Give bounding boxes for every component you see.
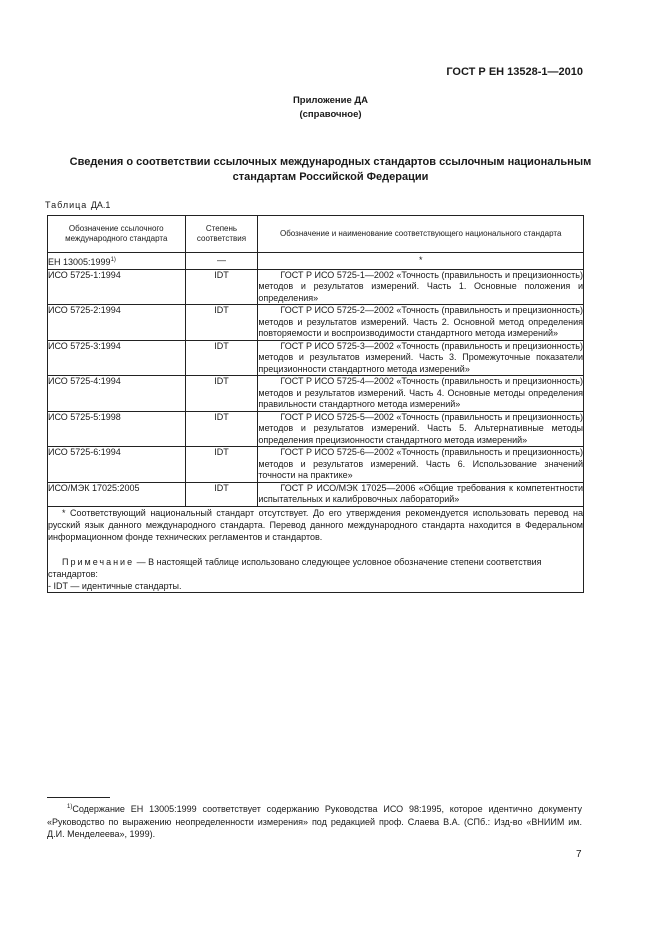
degree-cell: IDT bbox=[185, 305, 258, 341]
note-item: - IDT — идентичные стандарты. bbox=[48, 580, 182, 591]
asterisk-note: * Соответствующий национальный стандарт отсутствует. До его утверждения рекомендуется использовать перевод на русский язык данного международного стандарта. Перевод данного международного стандарта находится в Федеральном информационном фонде технических регламентов и стандартов. bbox=[48, 507, 583, 542]
correspondence-table bbox=[47, 215, 584, 593]
national-standard-text: ГОСТ Р ИСО 5725-4—2002 «Точность (правильность и прецизионность) методов и результатов измерений. Часть 4. Основные методы определения правильности стандартного метода измерений» bbox=[258, 376, 583, 409]
table-caption-number: ДА.1 bbox=[90, 200, 111, 210]
national-standard-text: ГОСТ Р ИСО 5725-6—2002 «Точность (правильность и прецизионность) методов и результатов измерений. Часть 6. Использование значений точности на практике» bbox=[258, 447, 583, 480]
column-header-designation: Обозначение ссылочного международного стандарта bbox=[48, 216, 186, 253]
national-standard-cell bbox=[258, 305, 584, 341]
national-standard-cell bbox=[258, 269, 584, 305]
national-standard-text: ГОСТ Р ИСО/МЭК 17025—2006 «Общие требования к компетентности испытательных и калибровочных лабораторий» bbox=[258, 482, 583, 504]
degree-cell: IDT bbox=[185, 269, 258, 305]
note-text: — В настоящей таблице использовано следующее условное обозначение степени соответствия стандартов: bbox=[48, 556, 542, 579]
table-caption bbox=[45, 200, 110, 210]
table-row bbox=[48, 269, 584, 305]
designation-cell: ИСО 5725-4:1994 bbox=[48, 376, 186, 412]
table-row bbox=[48, 376, 584, 412]
national-standard-text: ГОСТ Р ИСО 5725-2—2002 «Точность (правильность и прецизионность) методов и результатов измерений. Часть 2. Основной метод определения повторяемости и воспроизводимости стандартного метода измерений» bbox=[258, 305, 583, 338]
table-row bbox=[48, 411, 584, 447]
footnote bbox=[47, 801, 582, 841]
designation-cell: ИСО 5725-2:1994 bbox=[48, 305, 186, 341]
national-standard-cell bbox=[258, 340, 584, 376]
table-note bbox=[48, 556, 583, 580]
national-standard-text: ГОСТ Р ИСО 5725-5—2002 «Точность (правильность и прецизионность) методов и результатов измерений. Часть 5. Альтернативные методы определения прецизионности стандартного метода измерений» bbox=[258, 411, 583, 445]
degree-cell: IDT bbox=[185, 411, 258, 447]
footnote-divider bbox=[47, 797, 110, 798]
annex-type: (справочное) bbox=[299, 109, 362, 120]
degree-cell: IDT bbox=[185, 447, 258, 483]
annex-title: Приложение ДА bbox=[292, 95, 369, 106]
table-row bbox=[48, 447, 584, 483]
national-standard-cell bbox=[258, 447, 584, 483]
national-standard-cell bbox=[258, 411, 584, 447]
designation-cell bbox=[48, 253, 186, 270]
degree-cell: — bbox=[185, 253, 258, 270]
section-title: Сведения о соответствии ссылочных международных стандартов ссылочным национальным стандартам Российской Федерации bbox=[69, 156, 592, 183]
national-standard-cell bbox=[258, 376, 584, 412]
footnote-reference: 1) bbox=[110, 257, 116, 263]
table-caption-label: Таблица bbox=[45, 200, 88, 210]
designation-cell: ИСО 5725-3:1994 bbox=[48, 340, 186, 376]
designation-cell: ИСО 5725-1:1994 bbox=[48, 269, 186, 305]
national-standard-text: ГОСТ Р ИСО 5725-3—2002 «Точность (правильность и прецизионность) методов и результатов измерений. Часть 3. Промежуточные показатели прецизионности стандартного метода измерений» bbox=[258, 340, 583, 374]
designation-cell: ИСО 5725-5:1998 bbox=[48, 411, 186, 447]
table-notes-cell bbox=[48, 506, 584, 592]
degree-cell: IDT bbox=[185, 340, 258, 376]
degree-cell: IDT bbox=[185, 376, 258, 412]
designation-cell: ИСО/МЭК 17025:2005 bbox=[48, 482, 186, 506]
table-header-row bbox=[48, 216, 584, 253]
column-header-degree: Степень соответствия bbox=[185, 216, 258, 253]
degree-cell: IDT bbox=[185, 482, 258, 506]
table-row bbox=[48, 305, 584, 341]
table-row bbox=[48, 482, 584, 506]
page-number: 7 bbox=[576, 849, 582, 860]
national-standard-text: ГОСТ Р ИСО 5725-1—2002 «Точность (правильность и прецизионность) методов и результатов измерений. Часть 1. Основные положения и определения» bbox=[258, 269, 583, 303]
table-row bbox=[48, 253, 584, 270]
footnote-mark: 1) bbox=[67, 804, 73, 810]
designation-text: ЕН 13005:1999 bbox=[48, 257, 111, 267]
column-header-national-standard: Обозначение и наименование соответствующего национального стандарта bbox=[258, 216, 584, 253]
national-standard-cell: * bbox=[258, 253, 584, 270]
footnote-text: Содержание ЕН 13005:1999 соответствует содержанию Руководства ИСО 98:1995, которое идентично документу «Руководство по выражению неопределенности измерения» под редакцией проф. Слаева В.А. (СПб.: Изд-во «ВНИИМ им. Д.И. Менделеева», 1999). bbox=[47, 804, 582, 839]
table-notes-row bbox=[48, 506, 584, 592]
national-standard-cell bbox=[258, 482, 584, 506]
designation-cell: ИСО 5725-6:1994 bbox=[48, 447, 186, 483]
table-row bbox=[48, 340, 584, 376]
document-code: ГОСТ Р ЕН 13528-1—2010 bbox=[446, 66, 583, 78]
note-label: Примечание bbox=[62, 556, 135, 567]
